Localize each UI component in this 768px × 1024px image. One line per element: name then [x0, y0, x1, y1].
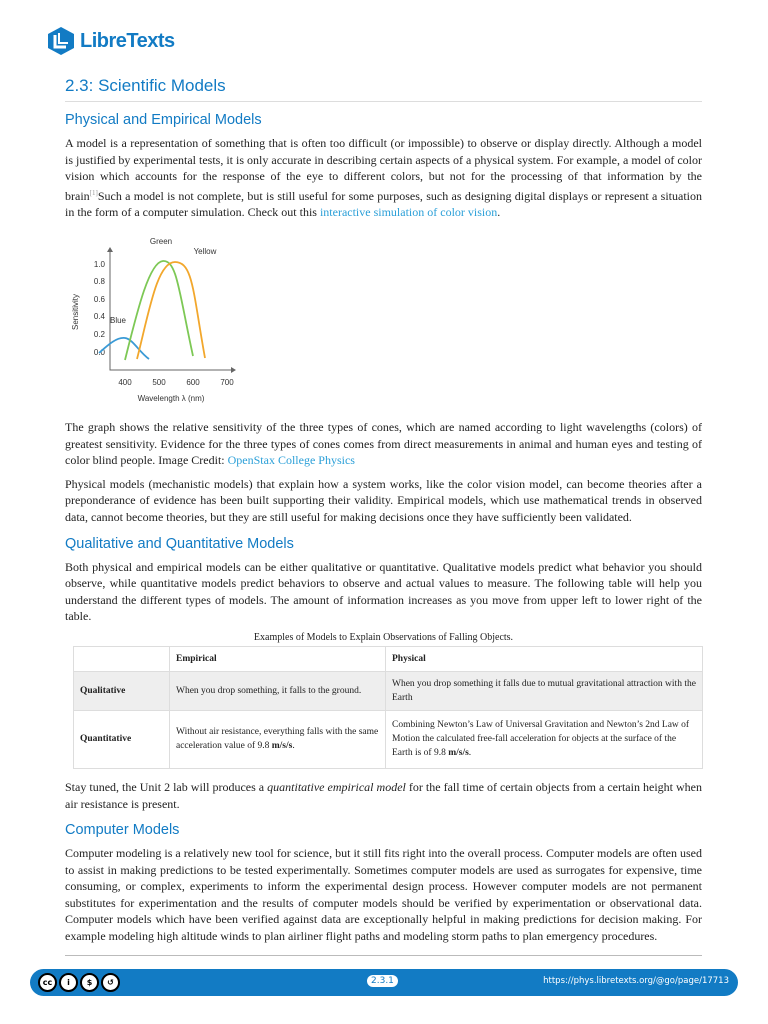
paragraph [65, 779, 702, 812]
paragraph: Physical models (mechanistic models) that explain how a system works, like the color vision model, can become theories after a preponderance of evidence has been built supporting their validity. Empirical models, which use mathematical trends in observed data, cannot become theories, but they are still useful for making decisions once they have sufficiently been validated. [65, 476, 702, 524]
libretexts-logo-icon [46, 26, 76, 56]
nc-icon: $ [80, 973, 99, 992]
openstax-link[interactable]: OpenStax College Physics [227, 453, 355, 468]
emphasis: quantitative empirical model [267, 779, 406, 794]
text: for the fall time of certain objects from a certain height when air resistance is present. [65, 779, 703, 811]
section-heading: Qualitative and Quantitative Models [65, 535, 294, 552]
ytick: 0.6 [93, 294, 105, 304]
license-badge[interactable] [38, 973, 120, 992]
text: Combining Newton’s Law of Universal Gravitation and Newton’s 2nd Law of Motion the calculated free-fall acceleration for objects at the surface of the Earth is of 9.8 [392, 720, 690, 759]
text: . [468, 748, 472, 759]
x-axis-label: Wavelength λ (nm) [137, 393, 205, 403]
page-title: 2.3: Scientific Models [65, 76, 702, 102]
text: The graph shows the relative sensitivity of the three types of cones, which are named according to light wavelengths (colors) of greatest sensitivity. Evidence for the three types of cones comes from direct measurements in animal and human eyes and testing of color blind people. Image Credit: [65, 419, 702, 468]
ytick: 0.8 [93, 276, 105, 286]
text: Without air resistance, everything falls with the same acceleration value of 9.8 [176, 727, 379, 752]
ytick: 1.0 [93, 259, 105, 269]
text: Stay tuned, the Unit 2 lab will produces a [65, 779, 268, 794]
footer-bar [30, 969, 738, 996]
xtick: 500 [152, 377, 166, 387]
paragraph: Both physical and empirical models can be either qualitative or quantitative. Qualitative models predict what behavior you should observe, while quantitative models predict behaviors to observe and actual values to measure. The following table will help you understand the different types of models. The amount of information increases as you move from upper left to lower right of the table. [65, 559, 702, 624]
paragraph: Computer modeling is a relatively new tool for science, but it still fits right into the overall process. Computer models are often used to assist in making predictions to be tested experimentally. Sometimes computer models are used as surrogates for expensive, time consuming, or complex, experiments to inform the experimental design process. However computer models are not permanent substitutes for experimentation and the results of computer models should be verified by experimentation or observational data. Computer models which have been verified against data are exceptionally helpful in making predictions for decision making. For example modeling high altitude winds to plan airliner flight paths and modeling storm paths to plan emergency procedures. [65, 846, 702, 944]
table-cell [170, 710, 386, 768]
table-row [74, 710, 703, 768]
table-row [74, 671, 703, 710]
y-axis-label: Sensitivity [71, 293, 80, 330]
article [65, 76, 702, 956]
ytick: 0.2 [93, 329, 105, 339]
models-table [73, 646, 703, 769]
page-number: 2.3.1 [367, 975, 398, 987]
yellow-label: Yellow [193, 246, 217, 256]
section-heading: Physical and Empirical Models [65, 112, 262, 128]
cc-icon: cc [38, 973, 57, 992]
unit: m/s/s [271, 741, 293, 752]
divider [65, 955, 702, 956]
table-caption: Examples of Models to Explain Observations of Falling Objects. [253, 631, 514, 643]
table-cell [386, 710, 703, 768]
table-header: Empirical [170, 646, 386, 671]
sa-icon: ↺ [101, 973, 120, 992]
text: . [497, 205, 501, 220]
blue-label: Blue [109, 315, 127, 325]
footnote-link[interactable]: [1] [89, 188, 98, 197]
page-url-link[interactable]: https://phys.libretexts.org/@go/page/17713 [543, 976, 729, 986]
ytick: 0.0 [93, 347, 105, 357]
table-header: Physical [386, 646, 703, 671]
text: Such a model is not complete, but is still useful for some purposes, such as designing digital displays or represent a situation in the form of a computer simulation. Check out this [65, 188, 702, 220]
row-label: Quantitative [74, 710, 170, 768]
logo-text: LibreTexts [80, 29, 175, 52]
xtick: 600 [186, 377, 200, 387]
text: . [292, 741, 295, 752]
table-cell: When you drop something, it falls to the ground. [170, 671, 386, 710]
table-header [74, 646, 170, 671]
cone-sensitivity-figure [69, 232, 249, 408]
row-label: Qualitative [74, 671, 170, 710]
by-icon: i [59, 973, 78, 992]
libretexts-logo[interactable] [46, 26, 175, 56]
paragraph [65, 135, 702, 221]
color-vision-sim-link[interactable]: interactive simulation of color vision [319, 205, 498, 220]
xtick: 400 [118, 377, 132, 387]
xtick: 700 [220, 377, 234, 387]
table-cell: When you drop something it falls due to mutual gravitational attraction with the Earth [386, 671, 703, 710]
unit: m/s/s [448, 748, 469, 759]
paragraph [65, 419, 702, 469]
section-heading: Computer Models [65, 822, 180, 839]
green-label: Green [149, 236, 173, 246]
text: A model is a representation of something that is often too difficult (or impossible) to observe or display directly. Although a model is justified by experimental tests, it is only accurate in describing certain aspects of a physical system. For example, a model of color vision which accounts for the response of the eye to different colors, but not for the processing of that information by the brain [65, 136, 702, 203]
ytick: 0.4 [93, 311, 105, 321]
